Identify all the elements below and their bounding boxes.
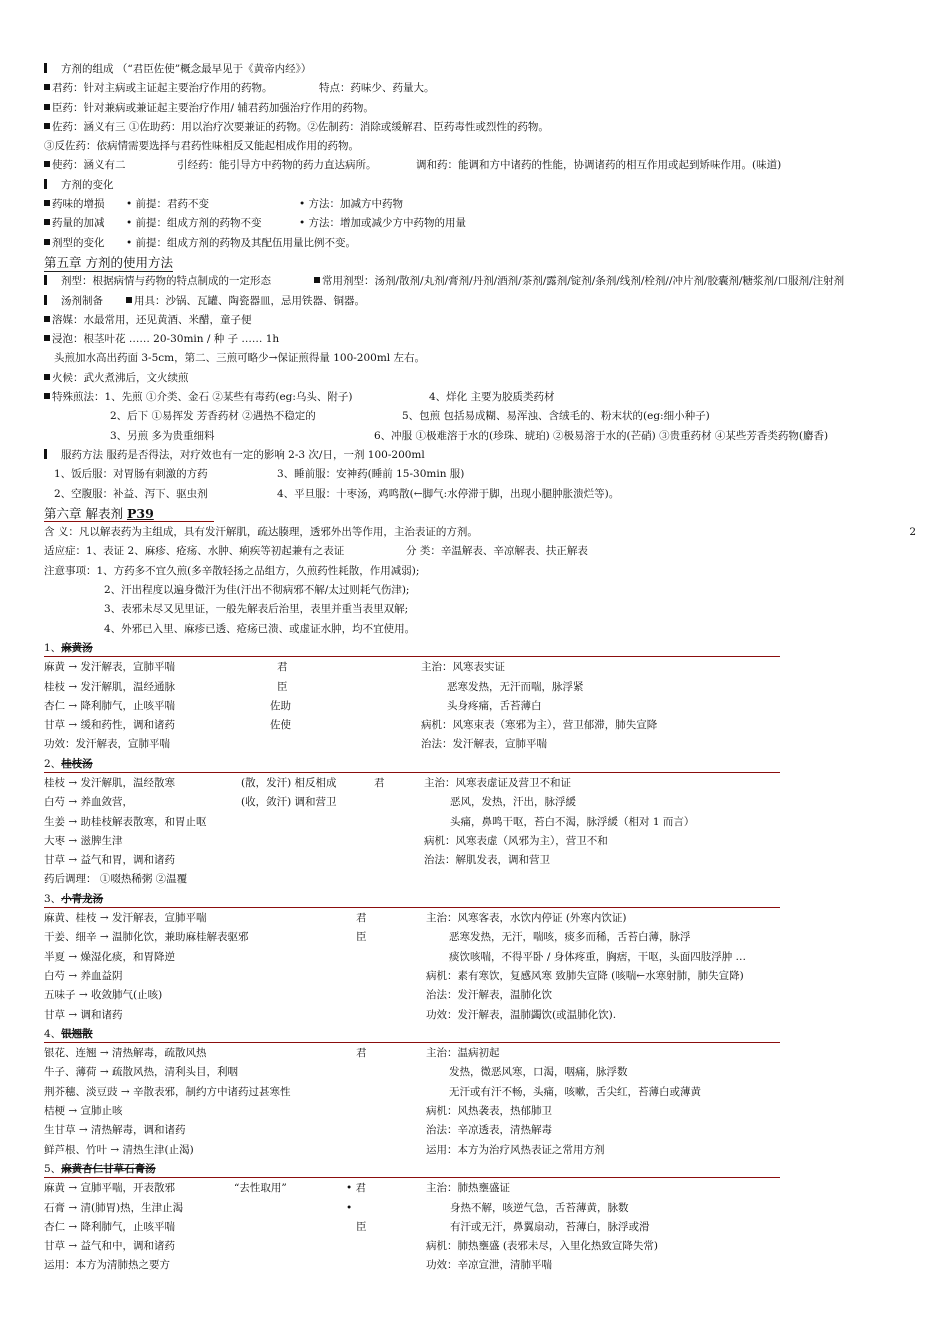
role-col: 臣	[356, 931, 367, 944]
role-col: 君	[374, 776, 385, 789]
text: ③反佐药：依病情需要选择与君药性味相反又能起相成作用的药物。	[44, 140, 359, 153]
text-line	[44, 485, 914, 504]
table-row	[44, 813, 914, 832]
note-col: (散，发汗) 相反相成	[241, 776, 337, 789]
clinical-col: 恶风，发热，汗出，脉浮緩	[450, 796, 576, 809]
text: 君药：针对主病或主证起主要治疗作用的药物。	[52, 82, 273, 95]
text-line	[44, 292, 914, 311]
underline-rule	[44, 1177, 780, 1178]
herb-col: 荆芥穗、淡豆豉 → 辛散表邪，制约方中诸药过甚寒性	[44, 1085, 291, 1098]
text-line	[44, 446, 914, 465]
clinical-col: 功效：发汗解表，温肺蠲饮(或温肺化饮).	[426, 1008, 617, 1021]
text: 药味的增损	[52, 198, 105, 211]
square-bullet-icon	[126, 297, 132, 303]
clinical-col: 病机：风热袭表，热郁肺卫	[426, 1105, 552, 1118]
herb-col: 甘草 → 调和诸药	[44, 1008, 123, 1021]
formula-heading	[44, 639, 914, 658]
herb-col: 大枣 → 滋脾生津	[44, 834, 123, 847]
square-bullet-icon	[44, 335, 50, 341]
text: 调和药：能调和方中诸药的性能，协调诸药的相互作用或起到矫味作用。(味道)	[416, 159, 782, 172]
chapter-title: 第六章 解表剂	[44, 505, 123, 521]
bullet-bar-icon	[44, 179, 47, 189]
herb-col: 麻黄 → 发汗解表，宣肺平喘	[44, 661, 175, 674]
table-row	[44, 1121, 914, 1140]
role-col: • 君	[346, 1182, 367, 1195]
text: 5、包煎 包括易成糊、易浑浊、含绒毛的、粉末状的(eg:细小种子)	[402, 410, 710, 423]
text: 剂型的变化	[52, 236, 105, 249]
text: 4、烊化 主要为胶质类药材	[429, 391, 555, 404]
text-group	[126, 292, 365, 311]
herb-col: 甘草 → 缓和药性，调和诸药	[44, 719, 175, 732]
text: 臣药：针对兼病或兼证起主要治疗作用/ 辅君药加强治疗作用的药物。	[52, 101, 374, 114]
text: 使药：涵义有二	[52, 159, 126, 172]
text-line	[44, 330, 914, 349]
herb-col: 桂枝 → 发汗解肌，温经通脉	[44, 680, 175, 693]
text-line	[44, 118, 914, 137]
clinical-col: 恶寒发热，无汗，喘咳，痰多而稀，舌苔白薄，脉浮	[449, 931, 691, 944]
text: 特殊煎法：1、先煎 ①介类、金石 ②某些有毒药(eg:乌头、附子)	[52, 391, 353, 404]
herb-col: 干姜、细辛 → 温肺化饮，兼助麻桂解表驱邪	[44, 931, 249, 944]
clinical-col: 治法：发汗解表，温肺化饮	[426, 989, 552, 1002]
table-row	[44, 678, 914, 697]
clinical-col: 痰饮咳喘，不得平卧 / 身体疼重，胸痞，干呕，头面四肢浮肿 …	[449, 950, 747, 963]
text-line	[44, 562, 914, 581]
herb-col: 功效：发汗解表，宣肺平喘	[44, 738, 170, 751]
role-col: 佐助	[270, 699, 291, 712]
underline-rule	[44, 907, 780, 908]
table-row	[44, 1141, 914, 1160]
table-row	[44, 774, 914, 793]
role-col: 臣	[356, 1220, 367, 1233]
text: 适应症：1、表证 2、麻疹、疮疡、水肿、痢疾等初起兼有之表证	[44, 545, 345, 558]
formula-name: 桂枝汤	[61, 757, 93, 770]
bullet-bar-icon	[44, 275, 47, 285]
herb-col: 半夏 → 燥湿化痰，和胃降逆	[44, 950, 175, 963]
text-line	[44, 156, 914, 175]
table-row	[44, 1102, 914, 1121]
underline-rule	[44, 521, 214, 522]
text-line	[44, 523, 914, 542]
table-row	[44, 697, 914, 716]
role-col: 君	[356, 1047, 367, 1060]
clinical-col: 病机：肺热壅盛 (表邪未尽，入里化热致宣降失常)	[426, 1240, 659, 1253]
herb-col: 生姜 → 助桂枝解表散寒，和胃止呕	[44, 815, 207, 828]
herb-col: 麻黄 → 宣肺平喘，开表散邪	[44, 1182, 175, 1195]
section-heading	[44, 176, 914, 195]
table-row	[44, 1256, 914, 1275]
square-bullet-icon	[44, 239, 50, 245]
text: 常用剂型：汤剂/散剂/丸剂/膏剂/丹剂/酒剂/茶剂/露剂/锭剂/条剂/线剂/栓剂//冲片剂/胶囊剂/糖浆剂/口服剂/注射剂	[322, 275, 845, 288]
clinical-col: 无汗或有汗不畅，头痛，咳嗽，舌尖红，苔薄白或薄黄	[449, 1085, 701, 1098]
underline-rule	[44, 1042, 780, 1043]
square-bullet-icon	[44, 123, 50, 129]
square-bullet-icon	[44, 200, 50, 206]
herb-col: 桔梗 → 宣肺止咳	[44, 1105, 123, 1118]
text-line	[44, 542, 914, 561]
text-line	[44, 234, 914, 253]
herb-col: 银花、连翘 → 清热解毒，疏散风热	[44, 1047, 207, 1060]
clinical-col: 主治：风寒表实证	[421, 661, 505, 674]
text-line	[44, 99, 914, 118]
herb-col: 石膏 → 清(肺胃)热，生津止渴	[44, 1201, 184, 1214]
clinical-col: 主治：风寒表虚证及营卫不和证	[424, 776, 571, 789]
herb-col: 白芍 → 养血益阴	[44, 969, 123, 982]
formula-number: 2、	[44, 757, 62, 770]
page-reference: P39	[126, 505, 154, 521]
text: 4、外邪已入里、麻疹已透、疮疡已溃、或虚证水肿，均不宜使用。	[104, 622, 416, 635]
herb-col: 甘草 → 益气和中，调和诸药	[44, 1240, 175, 1253]
table-row	[44, 986, 914, 1005]
table-row	[44, 1006, 914, 1025]
chapter-heading	[44, 504, 914, 523]
heading-text: 方剂的变化	[61, 178, 114, 191]
table-row	[44, 967, 914, 986]
text: 剂型：根据病情与药物的特点制成的一定形态	[61, 275, 271, 288]
herb-col: 麻黄、桂枝 → 发汗解表，宣肺平喘	[44, 912, 207, 925]
formula-number: 3、	[44, 892, 62, 905]
formula-number: 1、	[44, 641, 62, 654]
document-page	[44, 60, 914, 1276]
text-line	[44, 79, 914, 98]
table-row	[44, 832, 914, 851]
text: 分 类：辛温解表、辛凉解表、扶正解表	[406, 545, 588, 558]
heading-text: 方剂的组成 （“君臣佐使”概念最早见于《黄帝内经》）	[61, 63, 312, 75]
text-line	[44, 427, 914, 446]
square-bullet-icon	[44, 374, 50, 380]
section-heading	[44, 60, 914, 79]
text-line	[44, 214, 914, 233]
table-row	[44, 1199, 914, 1218]
text: 4、平旦服：十枣汤，鸡鸣散(←脚气:水停滞于脚，出现小腿肿胀溃烂等)。	[277, 487, 620, 500]
table-row	[44, 851, 914, 870]
text-line	[44, 369, 914, 388]
underline-rule	[44, 656, 780, 657]
text: 3、另煎 多为贵重细料	[110, 429, 215, 442]
herb-col: 甘草 → 益气和胃，调和诸药	[44, 854, 175, 867]
clinical-col: 病机：风寒表虚（风邪为主），营卫不和	[424, 834, 608, 847]
text: 3、表邪未尽又见里证，一般先解表后治里，表里并重当表里双解;	[104, 603, 409, 616]
square-bullet-icon	[44, 219, 50, 225]
herb-col: 杏仁 → 降利肺气，止咳平喘	[44, 699, 175, 712]
table-row	[44, 1237, 914, 1256]
table-row	[44, 1218, 914, 1237]
text: • 前提：君药不变	[126, 198, 210, 211]
clinical-col: 有汗或无汗，鼻翼扇动，苔薄白，脉浮或滑	[450, 1220, 650, 1233]
table-row	[44, 1044, 914, 1063]
role-col: 君	[356, 912, 367, 925]
clinical-col: 主治：温病初起	[426, 1047, 500, 1060]
herb-col: 桂枝 → 发汗解肌，温经散寒	[44, 776, 175, 789]
formula-heading	[44, 1160, 914, 1179]
text: 火候：武火煮沸后，文火续煎	[52, 371, 189, 384]
square-bullet-icon	[44, 316, 50, 322]
bullet-bar-icon	[44, 295, 47, 305]
role-col: 君	[277, 661, 288, 674]
table-row	[44, 948, 914, 967]
text-line	[44, 600, 914, 619]
text-group	[314, 272, 844, 291]
text: 注意事项：1、方药多不宜久煎(多辛散轻扬之品组方，久煎药性耗散，作用减弱);	[44, 564, 420, 577]
herb-col: 药后调理： ①啜热稀粥 ②温覆	[44, 873, 188, 886]
text: 特点：药味少、药量大。	[319, 82, 435, 95]
square-bullet-icon	[44, 161, 50, 167]
table-row	[44, 928, 914, 947]
clinical-col: 头身疼痛，舌苔薄白	[447, 699, 542, 712]
text: 含 义：凡以解表药为主组成，具有发汗解肌，疏达腠理，透邪外出等作用，主治表证的方剂。	[44, 526, 478, 539]
text: • 前提：组成方剂的药物不变	[126, 217, 262, 230]
text: 药量的加减	[52, 217, 105, 230]
text: 浸泡：根茎叶花 …… 20-30min / 种 子 …… 1h	[52, 333, 280, 346]
table-row	[44, 1083, 914, 1102]
text-line	[44, 349, 914, 368]
text-line	[44, 465, 914, 484]
role-col: •	[346, 1201, 353, 1214]
square-bullet-icon	[44, 84, 50, 90]
table-row	[44, 870, 914, 889]
note-col: (收，敛汗) 调和营卫	[241, 796, 337, 809]
text: 1、饭后服：对胃肠有刺激的方药	[54, 468, 208, 481]
formula-name: 麻黄杏仁甘草石膏汤	[61, 1162, 156, 1175]
text-line	[44, 620, 914, 639]
clinical-col: 病机：风寒束表（寒邪为主），营卫郁滞，肺失宣降	[421, 719, 658, 732]
clinical-col: 功效：辛凉宣泄，清肺平喘	[426, 1259, 552, 1272]
herb-col: 牛子、薄荷 → 疏散风热，清利头目，利咽	[44, 1066, 238, 1079]
clinical-col: 主治：肺热壅盛证	[426, 1182, 510, 1195]
text: 3、睡前服：安神药(睡前 15-30min 服)	[277, 468, 465, 481]
clinical-col: 恶寒发热，无汗而喘，脉浮紧	[447, 680, 584, 693]
bullet-bar-icon	[44, 449, 47, 459]
text-line	[44, 388, 914, 407]
herb-col: 白芍 → 养血敛营，	[44, 796, 133, 809]
table-row	[44, 909, 914, 928]
formula-heading	[44, 1025, 914, 1044]
clinical-col: 治法：解肌发表，调和营卫	[424, 854, 550, 867]
text-line	[44, 137, 914, 156]
text: • 前提：组成方剂的药物及其配伍用量比例不变。	[126, 236, 357, 249]
bullet-bar-icon	[44, 63, 47, 73]
text: 用具：沙锅、瓦罐、陶瓷器皿，忌用铁器、铜器。	[134, 294, 365, 307]
text-line	[44, 407, 914, 426]
herb-col: 五味子 → 收敛肺气(止咳)	[44, 989, 163, 1002]
text: 服药方法 服药是否得法，对疗效也有一定的影响 2-3 次/日，一剂 100-200ml	[61, 448, 425, 461]
role-col: 臣	[277, 680, 288, 693]
formula-name: 麻黄汤	[61, 641, 93, 654]
square-bullet-icon	[44, 104, 50, 110]
role-col: 佐使	[270, 719, 291, 732]
clinical-col: 治法：辛凉透表，清热解毒	[426, 1124, 552, 1137]
text: • 方法：加减方中药物	[299, 198, 404, 211]
table-row	[44, 1179, 914, 1198]
clinical-col: 头痛，鼻鸣干呕，苔白不渴，脉浮緩（相对 1 而言）	[450, 815, 695, 828]
text: 头煎加水高出药面 3-5cm，第二、三煎可略少→保证煎得量 100-200ml 左右。	[54, 352, 426, 365]
page-number: 2	[909, 526, 916, 539]
text: 2、空腹服：补益、泻下、驱虫剂	[54, 487, 208, 500]
table-row	[44, 793, 914, 812]
clinical-col: 治法：发汗解表，宣肺平喘	[421, 738, 547, 751]
chapter-heading	[44, 253, 914, 272]
herb-col: 运用：本方为清肺热之要方	[44, 1259, 170, 1272]
formula-number: 5、	[44, 1162, 62, 1175]
text: 引经药：能引导方中药物的药力直达病所。	[177, 159, 377, 172]
text: 溶媒：水最常用，还见黄酒、米醋，童子便	[52, 313, 252, 326]
square-bullet-icon	[314, 277, 320, 283]
text: 2、汗出程度以遍身微汗为佳(汗出不彻病邪不解/太过则耗气伤津);	[104, 584, 410, 597]
text: 汤剂制备	[61, 294, 103, 307]
clinical-col: 身热不解，咳逆气急，舌苔薄黄，脉数	[450, 1201, 629, 1214]
table-row	[44, 716, 914, 735]
text-line	[44, 311, 914, 330]
table-row	[44, 1063, 914, 1082]
herb-col: 杏仁 → 降利肺气，止咳平喘	[44, 1220, 175, 1233]
text: 佐药：涵义有三 ①佐助药：用以治疗次要兼证的药物。②佐制药：消除或缓解君、臣药毒性或烈性的药物。	[52, 120, 549, 133]
formula-number: 4、	[44, 1027, 62, 1040]
text-line	[44, 581, 914, 600]
formula-name: 银翘散	[61, 1027, 93, 1040]
formula-heading	[44, 890, 914, 909]
text: 2、后下 ①易挥发 芳香药材 ②遇热不稳定的	[110, 410, 316, 423]
chapter-title: 第五章 方剂的使用方法	[44, 254, 173, 270]
text-line	[44, 195, 914, 214]
underline-rule	[44, 772, 780, 773]
text: 6、冲服 ①极难溶于水的(珍珠、琥珀) ②极易溶于水的(芒硝) ③贵重药材 ④某些芳香类药物(麝香)	[374, 429, 829, 442]
herb-col: 生甘草 → 清热解毒，调和诸药	[44, 1124, 186, 1137]
clinical-col: 主治：风寒客表，水饮内停证 (外寒内饮证)	[426, 912, 627, 925]
text: • 方法：增加或减少方中药物的用量	[299, 217, 467, 230]
table-row	[44, 735, 914, 754]
herb-col: 鲜芦根、竹叶 → 清热生津(止渴)	[44, 1143, 194, 1156]
table-row	[44, 658, 914, 677]
note-col: “去性取用”	[234, 1182, 287, 1195]
formula-heading	[44, 755, 914, 774]
clinical-col: 运用：本方为治疗风热表证之常用方剂	[426, 1143, 605, 1156]
clinical-col: 病机：素有寒饮，复感风寒 致肺失宣降 (咳喘←水寒射肺，肺失宣降)	[426, 969, 744, 982]
square-bullet-icon	[44, 393, 50, 399]
formula-name: 小青龙汤	[61, 892, 104, 905]
clinical-col: 发热，微恶风寒，口渴，咽痛，脉浮数	[449, 1066, 628, 1079]
text-line	[44, 272, 914, 291]
